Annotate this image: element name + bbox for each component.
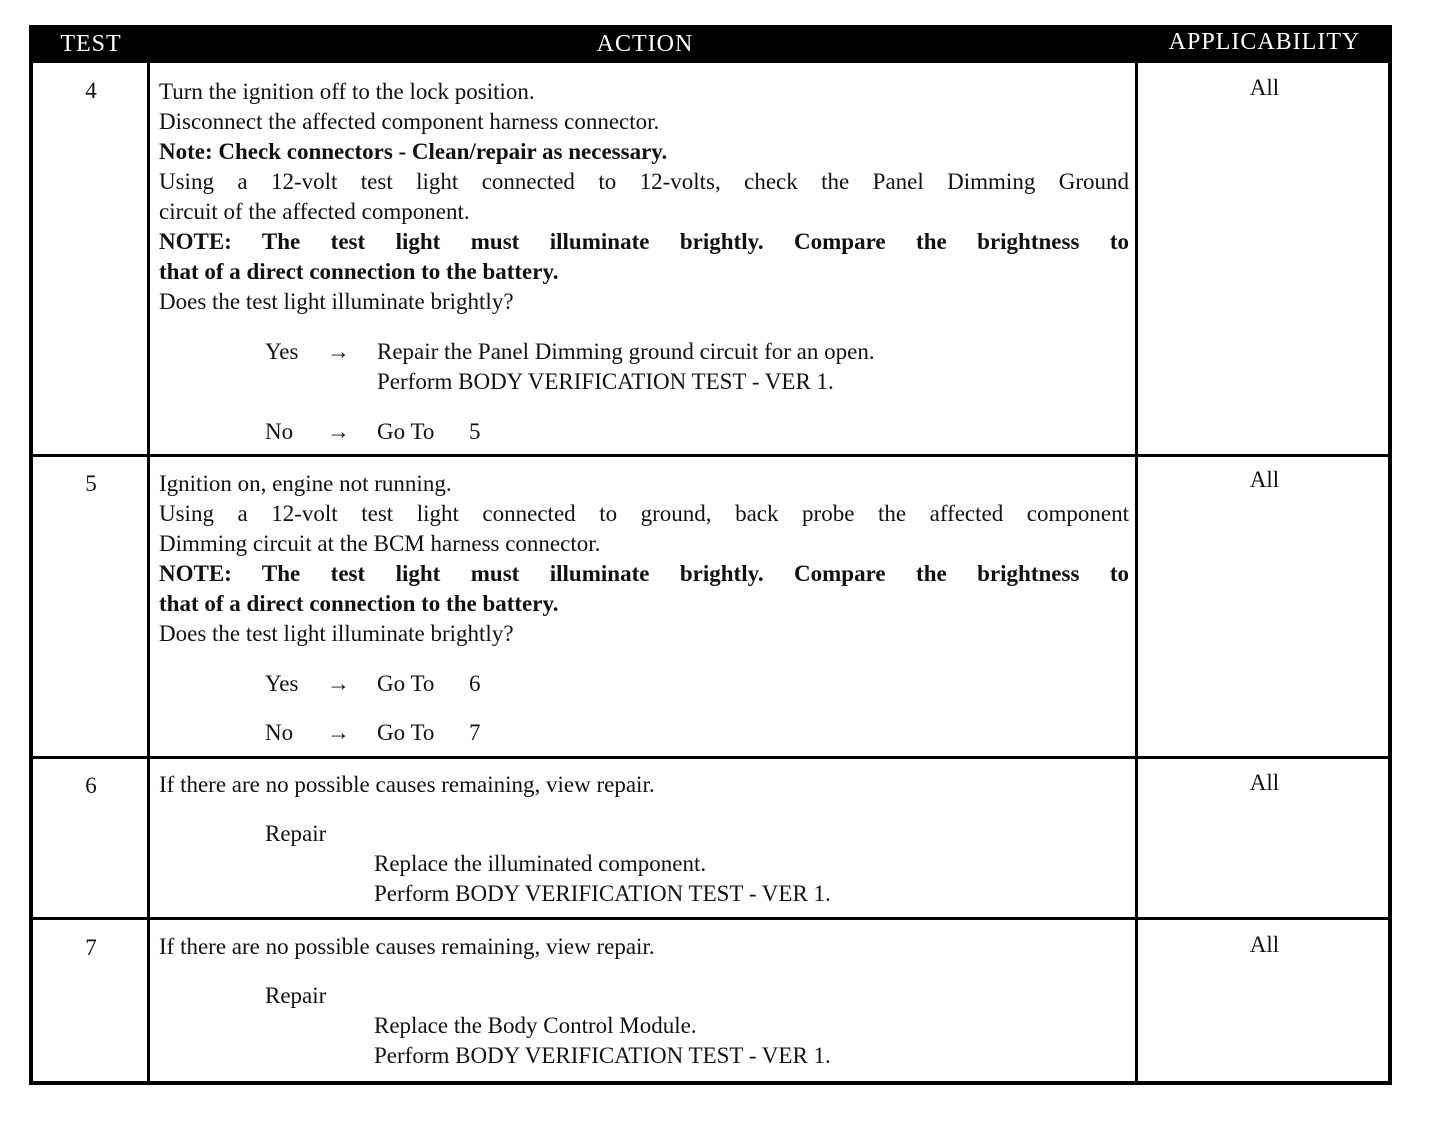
action-note: that of a direct connection to the battery. [159, 259, 559, 284]
action-line: circuit of the affected component. [159, 199, 470, 224]
action-line: Turn the ignition off to the lock position. [159, 79, 535, 104]
header-applicability: APPLICABILITY [1168, 29, 1361, 55]
arrow-right-icon: → [327, 720, 350, 745]
repair-line: Perform BODY VERIFICATION TEST - VER 1. [374, 1043, 831, 1068]
action-note: NOTE: The test light must illuminate brightly. Compare the brightness to [159, 561, 1129, 586]
row-divider [29, 756, 1392, 759]
goto-label: Go To [377, 671, 435, 696]
test-number: 6 [85, 773, 97, 798]
arrow-right-icon: → [327, 419, 350, 444]
repair-line: Replace the Body Control Module. [374, 1013, 697, 1038]
action-line: Dimming circuit at the BCM harness connector. [159, 531, 601, 556]
action-line: Disconnect the affected component harness connector. [159, 109, 660, 134]
action-question: Does the test light illuminate brightly? [159, 289, 514, 314]
action-note: Note: Check connectors - Clean/repair as necessary. [159, 139, 668, 164]
test-number: 7 [85, 935, 97, 960]
action-question: Does the test light illuminate brightly? [159, 621, 514, 646]
action-line: Using a 12-volt test light connected to ground, back probe the affected component [159, 501, 1129, 526]
yes-action: Perform BODY VERIFICATION TEST - VER 1. [377, 369, 834, 394]
repair-line: Replace the illuminated component. [374, 851, 707, 876]
test-number: 4 [85, 78, 97, 103]
action-note: that of a direct connection to the battery. [159, 591, 559, 616]
diagnostic-table [29, 25, 1392, 1085]
repair-label: Repair [265, 821, 327, 846]
no-label: No [265, 720, 294, 745]
action-line: Using a 12-volt test light connected to 12-volts, check the Panel Dimming Ground [159, 169, 1129, 194]
action-line: If there are no possible causes remaining, view repair. [159, 772, 655, 797]
yes-label: Yes [265, 339, 299, 364]
goto-label: Go To [377, 419, 435, 444]
column-divider [1135, 63, 1138, 1083]
row-divider [29, 917, 1392, 920]
no-label: No [265, 419, 294, 444]
repair-line: Perform BODY VERIFICATION TEST - VER 1. [374, 881, 831, 906]
action-text [159, 770, 1129, 800]
row-divider [29, 454, 1392, 457]
repair-label: Repair [265, 983, 327, 1008]
goto-target: 7 [469, 720, 481, 745]
action-text [159, 469, 1129, 649]
applicability-value: All [1249, 932, 1280, 957]
yes-label: Yes [265, 671, 299, 696]
applicability-value: All [1249, 75, 1280, 100]
header-test: TEST [60, 31, 122, 57]
goto-target: 5 [469, 419, 481, 444]
arrow-right-icon: → [327, 339, 350, 364]
arrow-right-icon: → [327, 671, 350, 696]
applicability-value: All [1249, 770, 1280, 795]
yes-action: Repair the Panel Dimming ground circuit for an open. [377, 339, 875, 364]
goto-target: 6 [469, 671, 481, 696]
repair-instructions [374, 849, 831, 909]
action-text [159, 932, 1129, 962]
header-action: ACTION [596, 31, 694, 57]
goto-label: Go To [377, 720, 435, 745]
applicability-value: All [1249, 467, 1280, 492]
action-line: Ignition on, engine not running. [159, 471, 452, 496]
action-text [159, 77, 1129, 317]
repair-instructions [374, 1011, 831, 1071]
action-line: If there are no possible causes remaining, view repair. [159, 934, 655, 959]
column-divider [147, 63, 150, 1083]
table-header [29, 25, 1392, 63]
action-note: NOTE: The test light must illuminate brightly. Compare the brightness to [159, 229, 1129, 254]
test-number: 5 [85, 471, 97, 496]
